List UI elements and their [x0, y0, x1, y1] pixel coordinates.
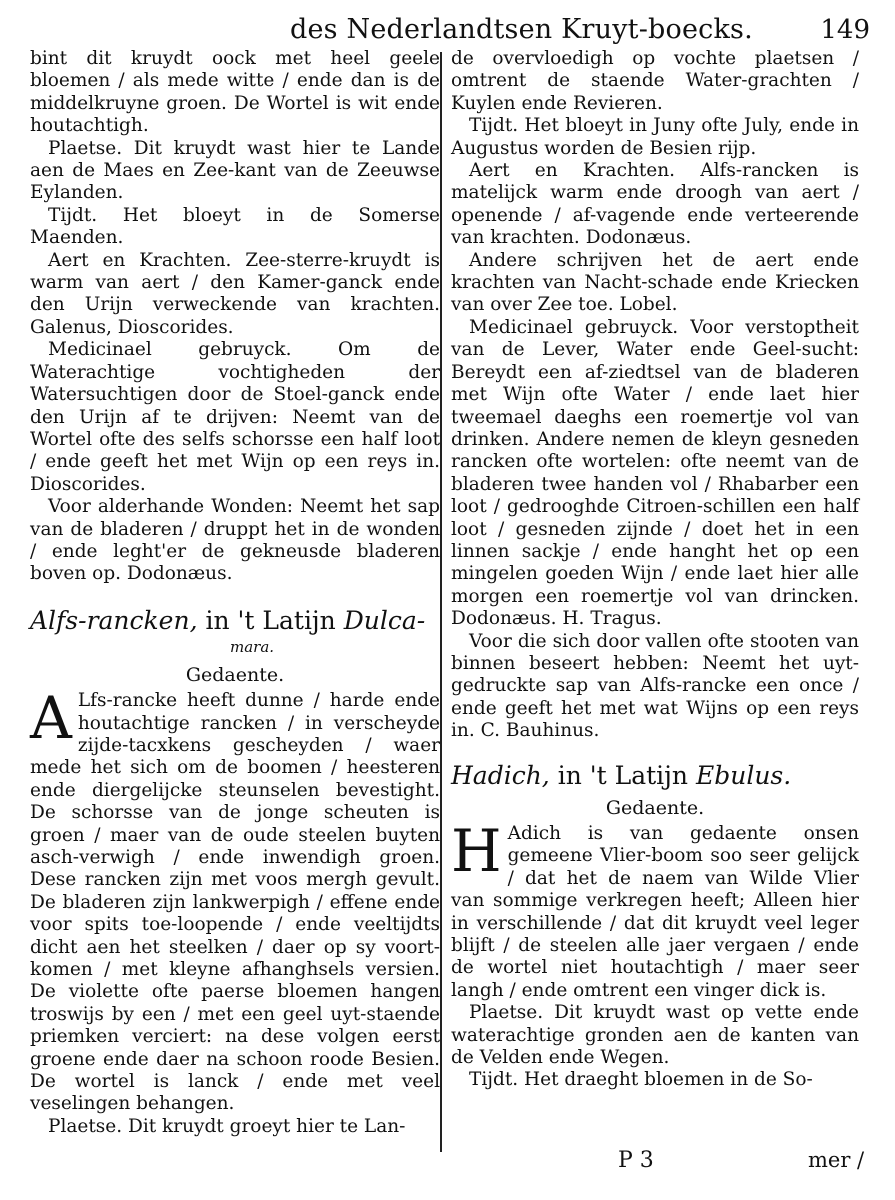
section-name: Hadich,	[451, 760, 550, 790]
left-column	[30, 48, 440, 1138]
catchword: mer /	[808, 1148, 865, 1172]
paragraph	[451, 817, 859, 1002]
paragraph: Aert en Krachten. Alfs-rancken is matelijck warm ende droogh van aert / openende / af-vagende ende verteerende van krachten. Dodonæus.	[451, 160, 859, 249]
page-number: 149	[820, 15, 870, 45]
signature-mark: P 3	[618, 1148, 654, 1173]
paragraph: Plaetse. Dit kruydt groeyt hier te Lan-	[48, 1115, 406, 1137]
subheading: Gedaente.	[605, 796, 705, 819]
paragraph-text: Lfs-rancke heeft dunne / harde ende houtachtige rancken / in verscheyde zijde-tacxkens gescheyden / waer mede het sich om de boomen / heesteren ende diergelijcke steunselen bevestight. De schorsse van de jonge scheuten is groen / maer van de oude steelen buyten asch-verwigh / ende inwendigh groen. Dese rancken zijn met voos mergh gevult. De bladeren zijn lankwerpigh / effene ende voor spits toe-loopende / ende veeltijdts dicht aen het steelken / daer op sy voort-komen / met kleyne afhanghsels versien. De violette ofte paerse bloemen hangen troswijs by een / met een geel uyt-staende priemken verciert: na dese volgen eerst groene ende daer na schoon roode Besien. De wortel is lanck / ende met veel veselingen behangen.	[30, 690, 440, 1115]
paragraph: Voor die sich door vallen ofte stooten van binnen beseert hebben: Neemt het uyt-gedruckte sap van Alfs-rancke een once / ende geeft het met wat Wijns op een reys in. C. Bauhinus.	[451, 630, 859, 742]
paragraph: de overvloedigh op vochte plaetsen / omtrent de staende Water-grachten / Kuylen ende Revieren.	[451, 48, 859, 114]
running-header	[290, 10, 870, 50]
paragraph: Plaetse. Dit kruydt wast op vette ende waterachtige gronden aen de kanten van de Velden ende Wegen.	[451, 1002, 859, 1069]
section-title-hadich	[451, 761, 859, 791]
paragraph: Tijdt. Het bloeyt in de Somerse Maenden.	[30, 204, 440, 249]
subheading: Gedaente.	[185, 663, 285, 686]
paragraph-text: Adich is van gedaente onsen gemeene Vlier-boom soo seer gelijck / dat het de naem van Wilde Vlier van sommige verkregen heeft; Alleen hier in verschillende / dat dit kruydt veel leger blijft / de steelen alle jaer vergaen / ende de wortel niet houtachtigh / maer seer langh / ende omtrent een vinger dick is.	[451, 823, 859, 1001]
section-latin: Dulca-	[343, 605, 426, 635]
paragraph: Andere schrijven het de aert ende krachten van Nacht-schade ende Kriecken van over Zee toe. Lobel.	[451, 249, 859, 316]
section-title-alfs-rancken	[30, 606, 440, 658]
right-column	[451, 48, 859, 1092]
section-mid: in 't Latijn	[549, 760, 696, 790]
paragraph	[30, 684, 440, 1116]
paragraph: Medicinael gebruyck. Om de Waterachtige vochtigheden der Watersuchtigen door de Stoel-ganck ende den Urijn af te drijven: Neemt van de Wortel ofte des selfs schorsse een half loot / ende geeft het met Wijn op een reys in. Dioscorides.	[30, 339, 440, 495]
paragraph: Plaetse. Dit kruydt wast hier te Lande aen de Maes en Zee-kant van de Zeeuwse Eylanden.	[30, 137, 440, 204]
paragraph: Tijdt. Het bloeyt in Juny ofte July, ende in Augustus worden de Besien rijp.	[451, 115, 859, 159]
paragraph: Tijdt. Het draeght bloemen in de So-	[469, 1069, 813, 1091]
section-latin: Ebulus.	[695, 760, 792, 790]
section-mid: in 't Latijn	[197, 605, 344, 635]
drop-cap: H	[451, 817, 502, 885]
section-latin-cont: mara.	[230, 637, 275, 656]
paragraph: Aert en Krachten. Zee-sterre-kruydt is warm van aert / den Kamer-ganck ende den Urijn verweckende van krachten. Galenus, Dioscorides.	[30, 249, 440, 338]
paragraph: Voor alderhande Wonden: Neemt het sap van de bladeren / druppt het in de wonden / ende leght'er de gekneusde bladeren boven op. Dodonæus.	[30, 496, 440, 585]
running-title: des Nederlandtsen Kruyt-boecks.	[290, 14, 753, 45]
paragraph: Medicinael gebruyck. Voor verstoptheit van de Lever, Water ende Geel-sucht: Bereydt een af-ziedtsel van de bladeren met Wijn ofte Water / ende laet hier tweemael daeghs een roemertje vol van drinken. Andere nemen de kleyn gesneden rancken ofte wortelen: ofte neemt van de bladeren twee handen vol / Rhabarber een loot / gedrooghde Citroen-schillen een half loot / gesneden zijnde / doet het in een linnen sackje / ende hanght het op een mingelen goeden Wijn / ende laet hier alle morgen een roemertje vol van drincken. Dodonæus. H. Tragus.	[451, 316, 859, 630]
section-name: Alfs-rancken,	[30, 605, 198, 635]
drop-cap: A	[30, 684, 72, 753]
column-rule	[440, 52, 442, 1152]
paragraph: bint dit kruydt oock met heel geele bloemen / als mede witte / ende dan is de middelkruyne groen. De Wortel is wit ende houtachtigh.	[30, 48, 440, 137]
